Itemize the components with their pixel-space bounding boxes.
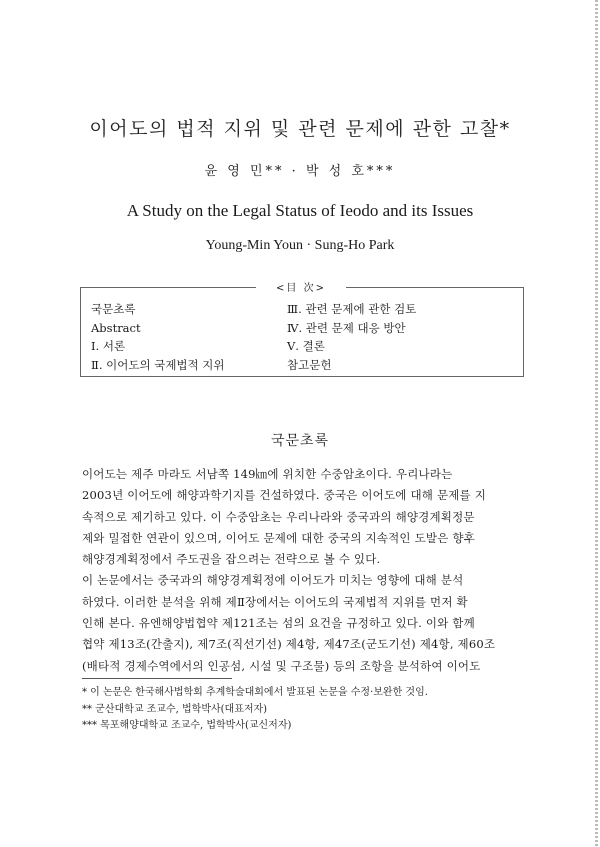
toc-item: Ⅴ. 결론 (287, 339, 325, 353)
paper-title-english: A Study on the Legal Status of Ieodo and its Issues (126, 201, 474, 220)
body-line: 해양경계획정에서 주도권을 잡으려는 전략으로 볼 수 있다. (82, 552, 381, 567)
footnote-item: *** 목포해양대학교 조교수, 법학박사(교신저자) (82, 720, 292, 731)
footnote-item: ** 군산대학교 조교수, 법학박사(대표저자) (82, 703, 268, 715)
body-line: 속적으로 제기하고 있다. 이 수중암초는 우리나라와 중국과의 해양경계획정문 (82, 509, 475, 524)
authors-english: Young-Min Youn · Sung-Ho Park (205, 238, 395, 253)
toc-right-column (287, 300, 416, 374)
body-line: 이 논문에서는 중국과의 해양경계획정에 이어도가 미치는 영향에 대해 분석 (82, 573, 464, 588)
footnotes (82, 685, 522, 735)
toc-item: 국문초록 (91, 302, 136, 316)
abstract-heading: 국문초록 (270, 433, 330, 449)
body-line: 제와 밀접한 연관이 있으며, 이어도 문제에 대한 중국의 지속적인 도발은 향후 (82, 530, 475, 545)
body-line: 인해 본다. 유엔해양법협약 제121조는 섬의 요건을 규정하고 있다. 이와 함께 (82, 616, 475, 631)
authors-korean: 윤 영 민** · 박 성 호*** (204, 164, 396, 179)
toc-item: Abstract (91, 320, 141, 335)
body-line: 협약 제13조(간출지), 제7조(직선기선) 제4항, 제47조(군도기선) 제4항, 제60조 (82, 637, 496, 652)
toc-item: 참고문헌 (287, 357, 332, 372)
body-line: 2003년 이어도에 해양과학기지를 건설하였다. 중국은 이어도에 대해 문제를 지 (82, 488, 487, 503)
body-line: 이어도는 제주 마라도 서남쪽 149㎞에 위치한 수중암초이다. 우리나라는 (82, 467, 453, 481)
footnote-item: * 이 논문은 한국해사법학회 추계학술대회에서 발표된 논문을 수정·보완한 것임. (82, 687, 428, 698)
paper-title: 이어도의 법적 지위 및 관련 문제에 관한 고찰* (89, 118, 511, 140)
toc-item: Ⅲ. 관련 문제에 관한 검토 (287, 302, 417, 316)
toc-item: Ⅱ. 이어도의 국제법적 지위 (91, 357, 225, 372)
table-of-contents (80, 283, 524, 377)
body-line: (배타적 경제수역에서의 인공섬, 시설 및 구조물) 등의 조항을 분석하여 이어도 (82, 658, 481, 673)
toc-item: Ⅰ. 서론 (91, 339, 126, 353)
toc-label: <目 次> (256, 279, 346, 294)
toc-item: Ⅳ. 관련 문제 대응 방안 (287, 320, 406, 335)
body-line: 하였다. 이러한 분석을 위해 제Ⅱ장에서는 이어도의 국제법적 지위를 먼저 확 (82, 594, 468, 609)
toc-left-column (91, 300, 225, 374)
footnote-divider (82, 678, 232, 679)
abstract-body (82, 464, 522, 677)
